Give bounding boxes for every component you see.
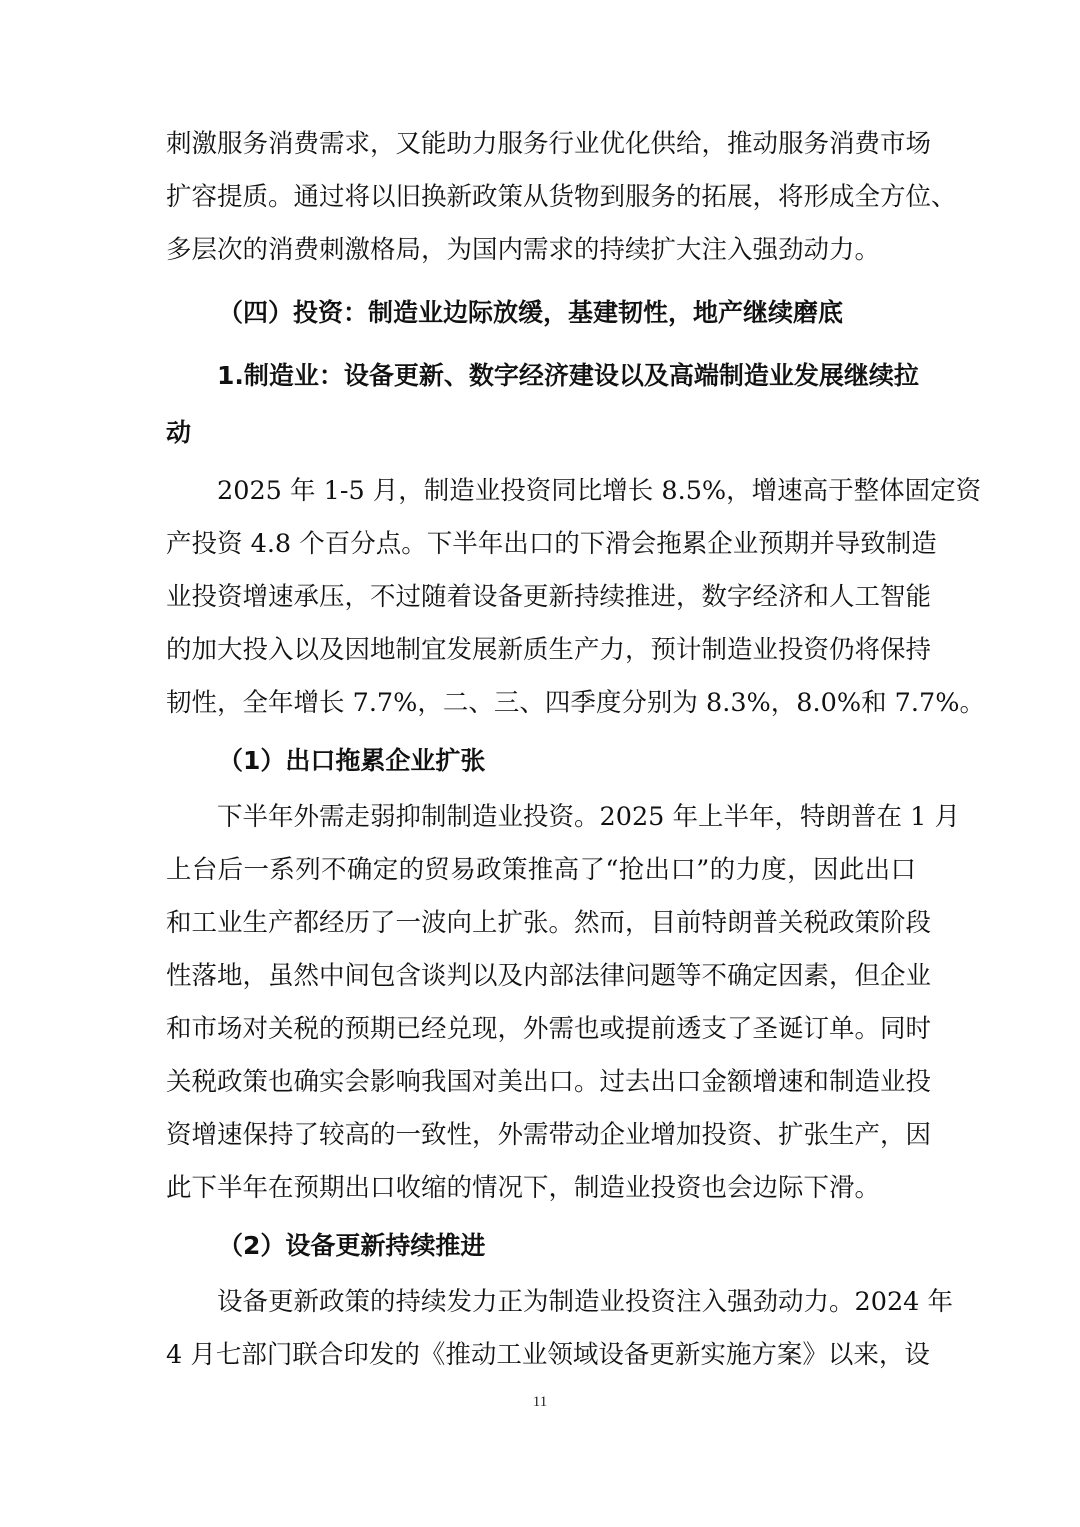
text-line: 和工业生产都经历了一波向上扩张。然而，目前特朗普关税政策阶段 <box>166 908 932 938</box>
text-line: 设备更新政策的持续发力正为制造业投资注入强劲动力。2024 年 <box>217 1287 954 1317</box>
text-line: 产投资 4.8 个百分点。下半年出口的下滑会拖累企业预期并导致制造 <box>166 529 937 559</box>
text-line: 刺激服务消费需求，又能助力服务行业优化供给，推动服务消费市场 <box>166 129 932 159</box>
subsection-heading-manufacturing: 1.制造业：设备更新、数字经济建设以及高端制造业发展继续拉 <box>217 361 919 390</box>
text-line: 多层次的消费刺激格局，为国内需求的持续扩大注入强劲动力。 <box>166 235 881 265</box>
text-line: 的加大投入以及因地制宜发展新质生产力，预计制造业投资仍将保持 <box>166 635 932 665</box>
text-line: 和市场对关税的预期已经兑现，外需也或提前透支了圣诞订单。同时 <box>166 1014 932 1044</box>
item-heading-exports: （1）出口拖累企业扩张 <box>218 746 486 775</box>
section-heading-investment: （四）投资：制造业边际放缓，基建韧性，地产继续磨底 <box>218 298 844 327</box>
intro-paragraph <box>166 118 957 277</box>
page-content <box>166 118 985 1382</box>
text-line: 韧性，全年增长 7.7%，二、三、四季度分别为 8.3%，8.0%和 7.7%。 <box>166 688 985 718</box>
page-number: 11 <box>532 1394 548 1410</box>
text-line: 关税政策也确实会影响我国对美出口。过去出口金额增速和制造业投 <box>166 1067 932 1097</box>
text-line: 资增速保持了较高的一致性，外需带动企业增加投资、扩张生产，因 <box>166 1120 932 1150</box>
equipment-paragraph <box>166 1276 954 1382</box>
text-line: 性落地，虽然中间包含谈判以及内部法律问题等不确定因素，但企业 <box>166 961 932 991</box>
manufacturing-paragraph <box>166 465 985 730</box>
text-line: 下半年外需走弱抑制制造业投资。2025 年上半年，特朗普在 1 月 <box>217 802 960 832</box>
text-line: 2025 年 1-5 月，制造业投资同比增长 8.5%，增速高于整体固定资 <box>217 476 982 506</box>
text-line: 业投资增速承压，不过随着设备更新持续推进，数字经济和人工智能 <box>166 582 932 612</box>
text-line: 此下半年在预期出口收缩的情况下，制造业投资也会边际下滑。 <box>166 1173 881 1203</box>
text-line: 4 月七部门联合印发的《推动工业领域设备更新实施方案》以来，设 <box>166 1340 930 1370</box>
text-line: 上台后一系列不确定的贸易政策推高了“抢出口”的力度，因此出口 <box>166 855 916 885</box>
subsection-heading-manufacturing-cont: 动 <box>166 418 192 447</box>
exports-paragraph <box>166 791 960 1215</box>
text-line: 扩容提质。通过将以旧换新政策从货物到服务的拓展，将形成全方位、 <box>166 182 957 212</box>
item-heading-equipment: （2）设备更新持续推进 <box>218 1231 486 1260</box>
